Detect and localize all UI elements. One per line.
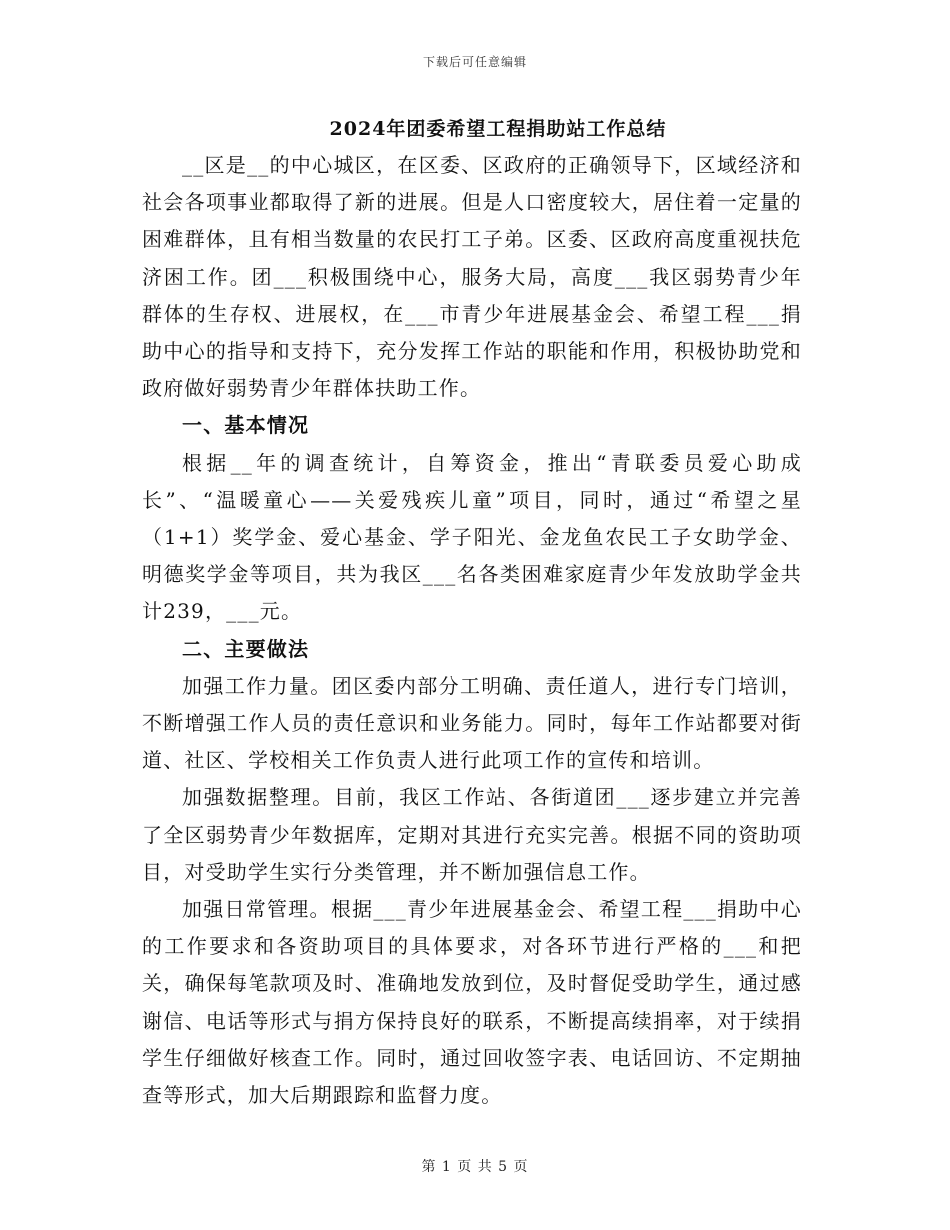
practice-paragraph-workforce: 加强工作力量。团区委内部分工明确、责任道人，进行专门培训，不断增强工作人员的责任意识和业务能力。同时，每年工作站都要对街道、社区、学校相关工作负责人进行此项工作的宣传和培训。	[142, 673, 802, 773]
page-number-footer: 第 1 页 共 5 页	[421, 1159, 529, 1175]
section-heading-main-practices: 二、主要做法	[182, 636, 310, 661]
document-body	[142, 147, 802, 1114]
practice-paragraph-management: 加强日常管理。根据___青少年进展基金会、希望工程___捐助中心的工作要求和各资助项目的具体要求，对各环节进行严格的___和把关，确保每笔款项及时、准确地发放到位，及时督促受助学生，通过感谢信、电话等形式与捐方保持良好的联系，不断提高续捐率，对于续捐学生仔细做好核查工作。同时，通过回收签字表、电话回访、不定期抽查等形式，加大后期跟踪和监督力度。	[142, 897, 802, 1108]
document-title: 2024年团委希望工程捐助站工作总结	[329, 118, 667, 140]
intro-paragraph: __区是__的中心城区，在区委、区政府的正确领导下，区域经济和社会各项事业都取得了新的进展。但是人口密度较大，居住着一定量的困难群体，且有相当数量的农民打工子弟。区委、区政府高度重视扶危济困工作。团___积极围绕中心，服务大局，高度___我区弱势青少年群体的生存权、进展权，在___市青少年进展基金会、希望工程___捐助中心的指导和支持下，充分发挥工作站的职能和作用，积极协助党和政府做好弱势青少年群体扶助工作。	[142, 153, 802, 401]
basic-situation-paragraph: 根据__年的调查统计，自筹资金，推出“青联委员爱心助成长”、“温暖童心——关爱残疾儿童”项目，同时，通过“希望之星（1+1）奖学金、爱心基金、学子阳光、金龙鱼农民工子女助学金、明德奖学金等项目，共为我区___名各类困难家庭青少年发放助学金共计239，___元。	[142, 450, 802, 624]
header-note: 下载后可任意编辑	[422, 55, 527, 69]
practice-paragraph-data: 加强数据整理。目前，我区工作站、各街道团___逐步建立并完善了全区弱势青少年数据库，定期对其进行充实完善。根据不同的资助项目，对受助学生实行分类管理，并不断加强信息工作。	[142, 785, 802, 884]
section-heading-basic-situation: 一、基本情况	[182, 413, 310, 438]
